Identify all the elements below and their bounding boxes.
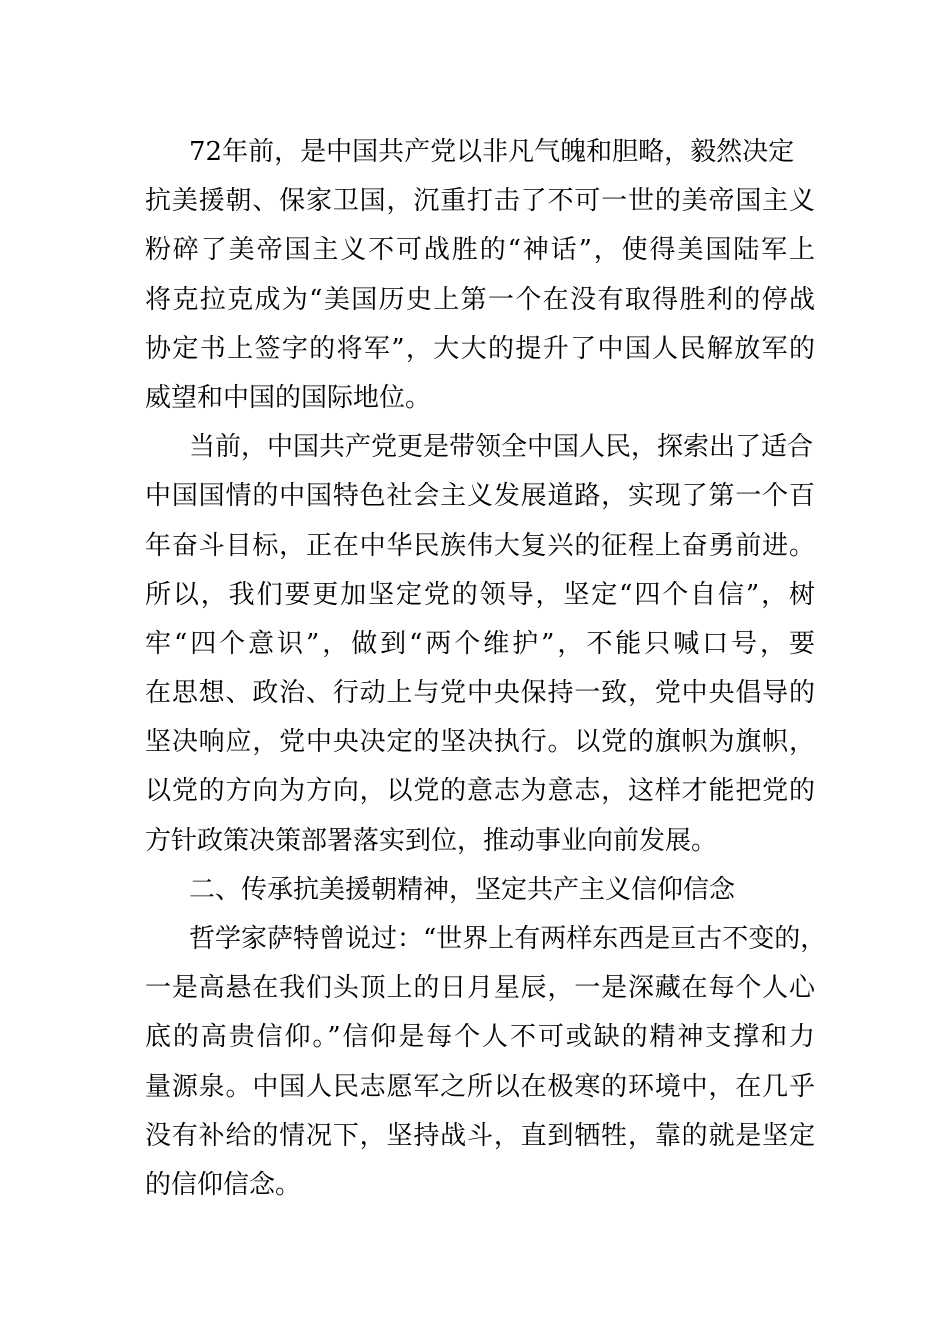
text-line: 一是高悬在我们头顶上的日月星辰，一是深藏在每个人心: [145, 973, 815, 1004]
text-line: 量源泉。中国人民志愿军之所以在极寒的环境中，在几乎: [145, 1071, 815, 1102]
text-line: 中国国情的中国特色社会主义发展道路，实现了第一个百: [145, 481, 815, 512]
text-line: 的信仰信念。: [145, 1169, 302, 1200]
text-line: 没有补给的情况下，坚持战斗，直到牺牲，靠的就是坚定: [145, 1120, 815, 1151]
text-line: 协定书上签字的将军”，大大的提升了中国人民解放军的: [145, 333, 815, 364]
body-text: [145, 128, 827, 1210]
text-line: 年奋斗目标，正在中华民族伟大复兴的征程上奋勇前进。: [145, 530, 815, 561]
section-heading: 二、传承抗美援朝精神，坚定共产主义信仰信念: [189, 874, 736, 905]
text-line: 方针政策决策部署落实到位，推动事业向前发展。: [145, 825, 718, 856]
text-line: 底的高贵信仰。”信仰是每个人不可或缺的精神支撑和力: [145, 1022, 815, 1053]
text-line: 威望和中国的国际地位。: [145, 382, 432, 413]
text-line: 当前，中国共产党更是带领全中国人民，探索出了适合: [189, 432, 814, 463]
text-line: 坚决响应，党中央决定的坚决执行。以党的旗帜为旗帜，: [145, 727, 815, 758]
text-line: 在思想、政治、行动上与党中央保持一致，党中央倡导的: [145, 678, 815, 709]
text-line: 粉碎了美帝国主义不可战胜的“神话”，使得美国陆军上: [145, 235, 815, 266]
text-line: 将克拉克成为“美国历史上第一个在没有取得胜利的停战: [145, 284, 815, 315]
text-line: 抗美援朝、保家卫国，沉重打击了不可一世的美帝国主义: [145, 186, 815, 217]
text-line: 牢“四个意识”，做到“两个维护”，不能只喊口号，要: [145, 628, 815, 659]
text-line: 以党的方向为方向，以党的意志为意志，这样才能把党的: [145, 776, 815, 807]
text-line: 72年前，是中国共产党以非凡气魄和胆略，毅然决定: [189, 137, 795, 167]
text-line: 哲学家萨特曾说过：“世界上有两样东西是亘古不变的，: [189, 924, 827, 954]
text-line: 所以，我们要更加坚定党的领导，坚定“四个自信”，树: [145, 579, 815, 610]
